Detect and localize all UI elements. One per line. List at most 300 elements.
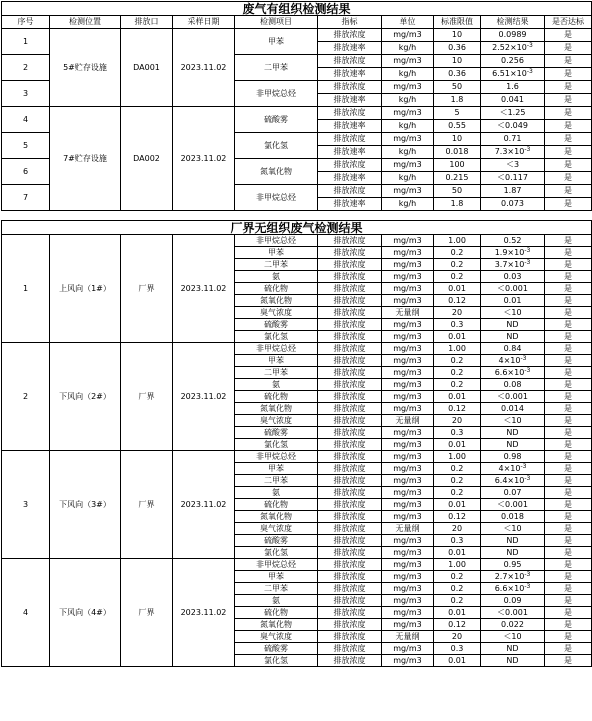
table-row (2, 235, 592, 247)
indicator-cell: 排放浓度 (318, 583, 382, 595)
pass-cell: 是 (545, 619, 592, 631)
pass-cell: 是 (545, 427, 592, 439)
indicator-cell: 排放浓度 (318, 631, 382, 643)
item-name-cell: 非甲烷总烃 (235, 559, 318, 571)
indicator-cell: 排放速率 (318, 68, 382, 81)
indicator-cell: 排放浓度 (318, 547, 382, 559)
pass-cell: 是 (545, 463, 592, 475)
pass-cell: 是 (545, 451, 592, 463)
unit-cell: kg/h (382, 42, 434, 55)
pass-cell: 是 (545, 559, 592, 571)
unit-cell: mg/m3 (382, 427, 434, 439)
unit-cell: mg/m3 (382, 583, 434, 595)
limit-cell: 1.8 (434, 198, 481, 211)
indicator-cell: 排放浓度 (318, 463, 382, 475)
unit-cell: mg/m3 (382, 29, 434, 42)
result-cell: ＜0.001 (481, 391, 545, 403)
pass-cell: 是 (545, 403, 592, 415)
date-cell: 2023.11.02 (173, 451, 235, 559)
result-cell: ＜10 (481, 307, 545, 319)
result-cell: 1.6 (481, 81, 545, 94)
unit-cell: mg/m3 (382, 475, 434, 487)
limit-cell: 0.01 (434, 391, 481, 403)
item-name-cell: 硫酸雾 (235, 643, 318, 655)
limit-cell: 0.36 (434, 68, 481, 81)
result-cell: 0.03 (481, 271, 545, 283)
unit-cell: mg/m3 (382, 535, 434, 547)
pass-cell: 是 (545, 595, 592, 607)
item-name-cell: 氨 (235, 595, 318, 607)
result-cell: 0.0989 (481, 29, 545, 42)
result-cell: ＜0.001 (481, 283, 545, 295)
result-cell: 0.71 (481, 133, 545, 146)
item-name-cell: 臭气浓度 (235, 307, 318, 319)
item-name-cell: 二甲苯 (235, 583, 318, 595)
item-name-cell: 二甲苯 (235, 475, 318, 487)
limit-cell: 0.3 (434, 319, 481, 331)
unit-cell: mg/m3 (382, 487, 434, 499)
item-name-cell: 氯化氢 (235, 439, 318, 451)
limit-cell: 0.2 (434, 259, 481, 271)
indicator-cell: 排放浓度 (318, 427, 382, 439)
indicator-cell: 排放浓度 (318, 343, 382, 355)
pass-cell: 是 (545, 271, 592, 283)
result-cell: 0.52 (481, 235, 545, 247)
limit-cell: 0.2 (434, 463, 481, 475)
exponent: -3 (524, 258, 531, 266)
column-header: 序号 (2, 16, 50, 29)
item-name-cell: 氨 (235, 487, 318, 499)
indicator-cell: 排放浓度 (318, 619, 382, 631)
result-cell: 0.014 (481, 403, 545, 415)
row-number: 6 (2, 159, 50, 185)
limit-cell: 0.01 (434, 547, 481, 559)
result-cell: ND (481, 331, 545, 343)
result-cell: ND (481, 427, 545, 439)
result-cell: ＜0.001 (481, 607, 545, 619)
limit-cell: 0.01 (434, 499, 481, 511)
limit-cell: 0.01 (434, 331, 481, 343)
indicator-cell: 排放速率 (318, 198, 382, 211)
outlet-cell: DA001 (121, 29, 173, 107)
column-header: 是否达标 (545, 16, 592, 29)
pass-cell: 是 (545, 159, 592, 172)
unit-cell: mg/m3 (382, 343, 434, 355)
indicator-cell: 排放浓度 (318, 511, 382, 523)
item-name-cell: 氯化氢 (235, 655, 318, 667)
result-cell: ＜1.25 (481, 107, 545, 120)
result-cell: $4\times 10^{-3}$ (481, 463, 545, 475)
result-cell: $3.7\times 10^{-3}$ (481, 259, 545, 271)
limit-cell: 0.2 (434, 595, 481, 607)
limit-cell: 0.018 (434, 146, 481, 159)
indicator-cell: 排放浓度 (318, 487, 382, 499)
pass-cell: 是 (545, 295, 592, 307)
exponent: -3 (520, 354, 527, 362)
limit-cell: 0.36 (434, 42, 481, 55)
indicator-cell: 排放浓度 (318, 295, 382, 307)
result-cell: ＜3 (481, 159, 545, 172)
pass-cell: 是 (545, 391, 592, 403)
unit-cell: mg/m3 (382, 655, 434, 667)
limit-cell: 20 (434, 631, 481, 643)
indicator-cell: 排放浓度 (318, 643, 382, 655)
row-number: 4 (2, 107, 50, 133)
unit-cell: mg/m3 (382, 355, 434, 367)
item-name-cell: 氮氧化物 (235, 295, 318, 307)
indicator-cell: 排放浓度 (318, 55, 382, 68)
unit-cell: mg/m3 (382, 379, 434, 391)
indicator-cell: 排放浓度 (318, 81, 382, 94)
limit-cell: 0.01 (434, 283, 481, 295)
result-cell: ＜0.049 (481, 120, 545, 133)
limit-cell: 0.2 (434, 475, 481, 487)
indicator-cell: 排放浓度 (318, 595, 382, 607)
indicator-cell: 排放浓度 (318, 523, 382, 535)
indicator-cell: 排放速率 (318, 120, 382, 133)
result-cell: $6.51\times 10^{-3}$ (481, 68, 545, 81)
item-name-cell: 非甲烷总烃 (235, 343, 318, 355)
unit-cell: mg/m3 (382, 185, 434, 198)
pass-cell: 是 (545, 655, 592, 667)
pass-cell: 是 (545, 511, 592, 523)
pass-cell: 是 (545, 487, 592, 499)
result-cell: 0.98 (481, 451, 545, 463)
row-number: 2 (2, 55, 50, 81)
unit-cell: mg/m3 (382, 295, 434, 307)
limit-cell: 10 (434, 55, 481, 68)
limit-cell: 0.2 (434, 355, 481, 367)
unit-cell: mg/m3 (382, 403, 434, 415)
result-cell: 0.09 (481, 595, 545, 607)
item-name-cell: 硫酸雾 (235, 319, 318, 331)
exponent: -3 (520, 462, 527, 470)
item-name-cell: 硫化物 (235, 607, 318, 619)
limit-cell: 1.00 (434, 451, 481, 463)
item-name-cell: 二甲苯 (235, 259, 318, 271)
area-cell: 厂界 (121, 235, 173, 343)
date-cell: 2023.11.02 (173, 107, 235, 211)
unit-cell: mg/m3 (382, 391, 434, 403)
unit-cell: mg/m3 (382, 559, 434, 571)
item-name-cell: 氯化氢 (235, 133, 318, 159)
date-cell: 2023.11.02 (173, 343, 235, 451)
unit-cell: mg/m3 (382, 619, 434, 631)
unit-cell: kg/h (382, 68, 434, 81)
pass-cell: 是 (545, 172, 592, 185)
item-name-cell: 硫化物 (235, 283, 318, 295)
unit-cell: mg/m3 (382, 55, 434, 68)
pass-cell: 是 (545, 547, 592, 559)
indicator-cell: 排放浓度 (318, 185, 382, 198)
result-cell: ＜10 (481, 523, 545, 535)
indicator-cell: 排放浓度 (318, 283, 382, 295)
item-name-cell: 甲苯 (235, 29, 318, 55)
pass-cell: 是 (545, 643, 592, 655)
pass-cell: 是 (545, 475, 592, 487)
exponent: -3 (526, 42, 533, 49)
item-name-cell: 臭气浓度 (235, 631, 318, 643)
item-name-cell: 氮氧化物 (235, 511, 318, 523)
item-name-cell: 氨 (235, 379, 318, 391)
location-cell: 上风向（1#） (50, 235, 121, 343)
item-name-cell: 甲苯 (235, 355, 318, 367)
row-number: 5 (2, 133, 50, 159)
result-cell: ND (481, 547, 545, 559)
table-row (2, 107, 592, 120)
item-name-cell: 硫酸雾 (235, 535, 318, 547)
item-name-cell: 非甲烷总烃 (235, 81, 318, 107)
location-cell: 下风向（3#） (50, 451, 121, 559)
indicator-cell: 排放浓度 (318, 403, 382, 415)
location-cell: 5#贮存设施 (50, 29, 121, 107)
item-name-cell: 臭气浓度 (235, 415, 318, 427)
column-header: 检测位置 (50, 16, 121, 29)
pass-cell: 是 (545, 29, 592, 42)
column-header: 检测结果 (481, 16, 545, 29)
limit-cell: 1.8 (434, 94, 481, 107)
exponent: -3 (524, 146, 531, 153)
exponent: -3 (524, 582, 531, 590)
area-cell: 厂界 (121, 451, 173, 559)
column-header: 排放口 (121, 16, 173, 29)
unit-cell: mg/m3 (382, 367, 434, 379)
organized-emission-table (1, 1, 592, 211)
date-cell: 2023.11.02 (173, 29, 235, 107)
indicator-cell: 排放浓度 (318, 29, 382, 42)
column-header: 检测项目 (235, 16, 318, 29)
result-cell: 0.84 (481, 343, 545, 355)
unit-cell: 无量纲 (382, 631, 434, 643)
pass-cell: 是 (545, 283, 592, 295)
unit-cell: kg/h (382, 94, 434, 107)
limit-cell: 0.2 (434, 379, 481, 391)
result-cell: $4\times 10^{-3}$ (481, 355, 545, 367)
pass-cell: 是 (545, 146, 592, 159)
limit-cell: 5 (434, 107, 481, 120)
row-number: 1 (2, 29, 50, 55)
pass-cell: 是 (545, 81, 592, 94)
result-cell: $7.3\times 10^{-3}$ (481, 146, 545, 159)
limit-cell: 0.12 (434, 511, 481, 523)
result-cell: ND (481, 535, 545, 547)
pass-cell: 是 (545, 42, 592, 55)
unit-cell: mg/m3 (382, 547, 434, 559)
result-cell: 0.018 (481, 511, 545, 523)
unit-cell: mg/m3 (382, 107, 434, 120)
unit-cell: mg/m3 (382, 595, 434, 607)
unit-cell: mg/m3 (382, 81, 434, 94)
limit-cell: 0.2 (434, 271, 481, 283)
result-cell: 0.95 (481, 559, 545, 571)
unit-cell: mg/m3 (382, 271, 434, 283)
limit-cell: 50 (434, 185, 481, 198)
pass-cell: 是 (545, 319, 592, 331)
date-cell: 2023.11.02 (173, 235, 235, 343)
limit-cell: 0.3 (434, 535, 481, 547)
unit-cell: mg/m3 (382, 259, 434, 271)
unit-cell: mg/m3 (382, 571, 434, 583)
result-cell: ND (481, 439, 545, 451)
exponent: -3 (526, 68, 533, 75)
limit-cell: 10 (434, 133, 481, 146)
pass-cell: 是 (545, 198, 592, 211)
indicator-cell: 排放浓度 (318, 319, 382, 331)
unit-cell: mg/m3 (382, 451, 434, 463)
item-name-cell: 硫化物 (235, 391, 318, 403)
pass-cell: 是 (545, 631, 592, 643)
item-name-cell: 臭气浓度 (235, 523, 318, 535)
indicator-cell: 排放浓度 (318, 159, 382, 172)
unit-cell: kg/h (382, 198, 434, 211)
limit-cell: 0.3 (434, 643, 481, 655)
unit-cell: mg/m3 (382, 511, 434, 523)
date-cell: 2023.11.02 (173, 559, 235, 667)
limit-cell: 1.00 (434, 343, 481, 355)
unit-cell: mg/m3 (382, 133, 434, 146)
pass-cell: 是 (545, 439, 592, 451)
indicator-cell: 排放速率 (318, 42, 382, 55)
pass-cell: 是 (545, 499, 592, 511)
unit-cell: mg/m3 (382, 159, 434, 172)
limit-cell: 0.215 (434, 172, 481, 185)
location-cell: 下风向（4#） (50, 559, 121, 667)
indicator-cell: 排放浓度 (318, 355, 382, 367)
indicator-cell: 排放浓度 (318, 535, 382, 547)
pass-cell: 是 (545, 259, 592, 271)
result-cell: $2.52\times 10^{-3}$ (481, 42, 545, 55)
limit-cell: 20 (434, 523, 481, 535)
item-name-cell: 硫酸雾 (235, 427, 318, 439)
organized-header-row (2, 16, 592, 29)
indicator-cell: 排放浓度 (318, 247, 382, 259)
unit-cell: mg/m3 (382, 235, 434, 247)
indicator-cell: 排放浓度 (318, 331, 382, 343)
result-cell: 0.08 (481, 379, 545, 391)
result-cell: $6.4\times 10^{-3}$ (481, 475, 545, 487)
unit-cell: mg/m3 (382, 319, 434, 331)
indicator-cell: 排放浓度 (318, 499, 382, 511)
unit-cell: mg/m3 (382, 331, 434, 343)
pass-cell: 是 (545, 367, 592, 379)
indicator-cell: 排放浓度 (318, 367, 382, 379)
limit-cell: 0.01 (434, 607, 481, 619)
unit-cell: mg/m3 (382, 607, 434, 619)
table-row (2, 29, 592, 42)
pass-cell: 是 (545, 355, 592, 367)
result-cell: ＜10 (481, 415, 545, 427)
result-cell: ND (481, 643, 545, 655)
indicator-cell: 排放浓度 (318, 559, 382, 571)
pass-cell: 是 (545, 343, 592, 355)
pass-cell: 是 (545, 185, 592, 198)
limit-cell: 20 (434, 415, 481, 427)
indicator-cell: 排放浓度 (318, 571, 382, 583)
indicator-cell: 排放浓度 (318, 475, 382, 487)
indicator-cell: 排放浓度 (318, 391, 382, 403)
indicator-cell: 排放浓度 (318, 439, 382, 451)
area-cell: 厂界 (121, 343, 173, 451)
indicator-cell: 排放浓度 (318, 607, 382, 619)
unit-cell: mg/m3 (382, 247, 434, 259)
unit-cell: mg/m3 (382, 283, 434, 295)
limit-cell: 0.12 (434, 295, 481, 307)
organized-table-title: 废气有组织检测结果 (2, 2, 592, 16)
result-cell: 0.022 (481, 619, 545, 631)
item-name-cell: 甲苯 (235, 571, 318, 583)
limit-cell: 10 (434, 29, 481, 42)
indicator-cell: 排放浓度 (318, 235, 382, 247)
limit-cell: 1.00 (434, 235, 481, 247)
item-name-cell: 氮氧化物 (235, 619, 318, 631)
limit-cell: 0.2 (434, 571, 481, 583)
fugitive-emission-table (1, 220, 592, 667)
row-number: 3 (2, 81, 50, 107)
result-cell: $6.6\times 10^{-3}$ (481, 367, 545, 379)
limit-cell: 0.55 (434, 120, 481, 133)
row-number: 2 (2, 343, 50, 451)
result-cell: 0.073 (481, 198, 545, 211)
unit-cell: mg/m3 (382, 439, 434, 451)
result-cell: 0.256 (481, 55, 545, 68)
result-cell: 0.07 (481, 487, 545, 499)
pass-cell: 是 (545, 94, 592, 107)
result-cell: $6.6\times 10^{-3}$ (481, 583, 545, 595)
column-header: 单位 (382, 16, 434, 29)
pass-cell: 是 (545, 107, 592, 120)
limit-cell: 20 (434, 307, 481, 319)
indicator-cell: 排放浓度 (318, 271, 382, 283)
indicator-cell: 排放速率 (318, 146, 382, 159)
exponent: -3 (524, 570, 531, 578)
area-cell: 厂界 (121, 559, 173, 667)
unit-cell: mg/m3 (382, 463, 434, 475)
indicator-cell: 排放浓度 (318, 107, 382, 120)
unit-cell: 无量纲 (382, 415, 434, 427)
item-name-cell: 非甲烷总烃 (235, 185, 318, 211)
pass-cell: 是 (545, 523, 592, 535)
limit-cell: 0.2 (434, 487, 481, 499)
row-number: 4 (2, 559, 50, 667)
pass-cell: 是 (545, 415, 592, 427)
pass-cell: 是 (545, 331, 592, 343)
unit-cell: mg/m3 (382, 499, 434, 511)
exponent: -3 (524, 474, 531, 482)
result-cell: 0.041 (481, 94, 545, 107)
indicator-cell: 排放浓度 (318, 451, 382, 463)
result-cell: ＜0.117 (481, 172, 545, 185)
indicator-cell: 排放速率 (318, 172, 382, 185)
pass-cell: 是 (545, 68, 592, 81)
item-name-cell: 硫酸雾 (235, 107, 318, 133)
limit-cell: 0.12 (434, 403, 481, 415)
pass-cell: 是 (545, 307, 592, 319)
pass-cell: 是 (545, 379, 592, 391)
limit-cell: 0.3 (434, 427, 481, 439)
indicator-cell: 排放浓度 (318, 379, 382, 391)
exponent: -3 (524, 366, 531, 374)
item-name-cell: 氯化氢 (235, 547, 318, 559)
limit-cell: 50 (434, 81, 481, 94)
unit-cell: kg/h (382, 172, 434, 185)
indicator-cell: 排放浓度 (318, 307, 382, 319)
unit-cell: mg/m3 (382, 643, 434, 655)
pass-cell: 是 (545, 583, 592, 595)
result-cell: ＜0.001 (481, 499, 545, 511)
item-name-cell: 二甲苯 (235, 55, 318, 81)
item-name-cell: 氮氧化物 (235, 159, 318, 185)
pass-cell: 是 (545, 235, 592, 247)
